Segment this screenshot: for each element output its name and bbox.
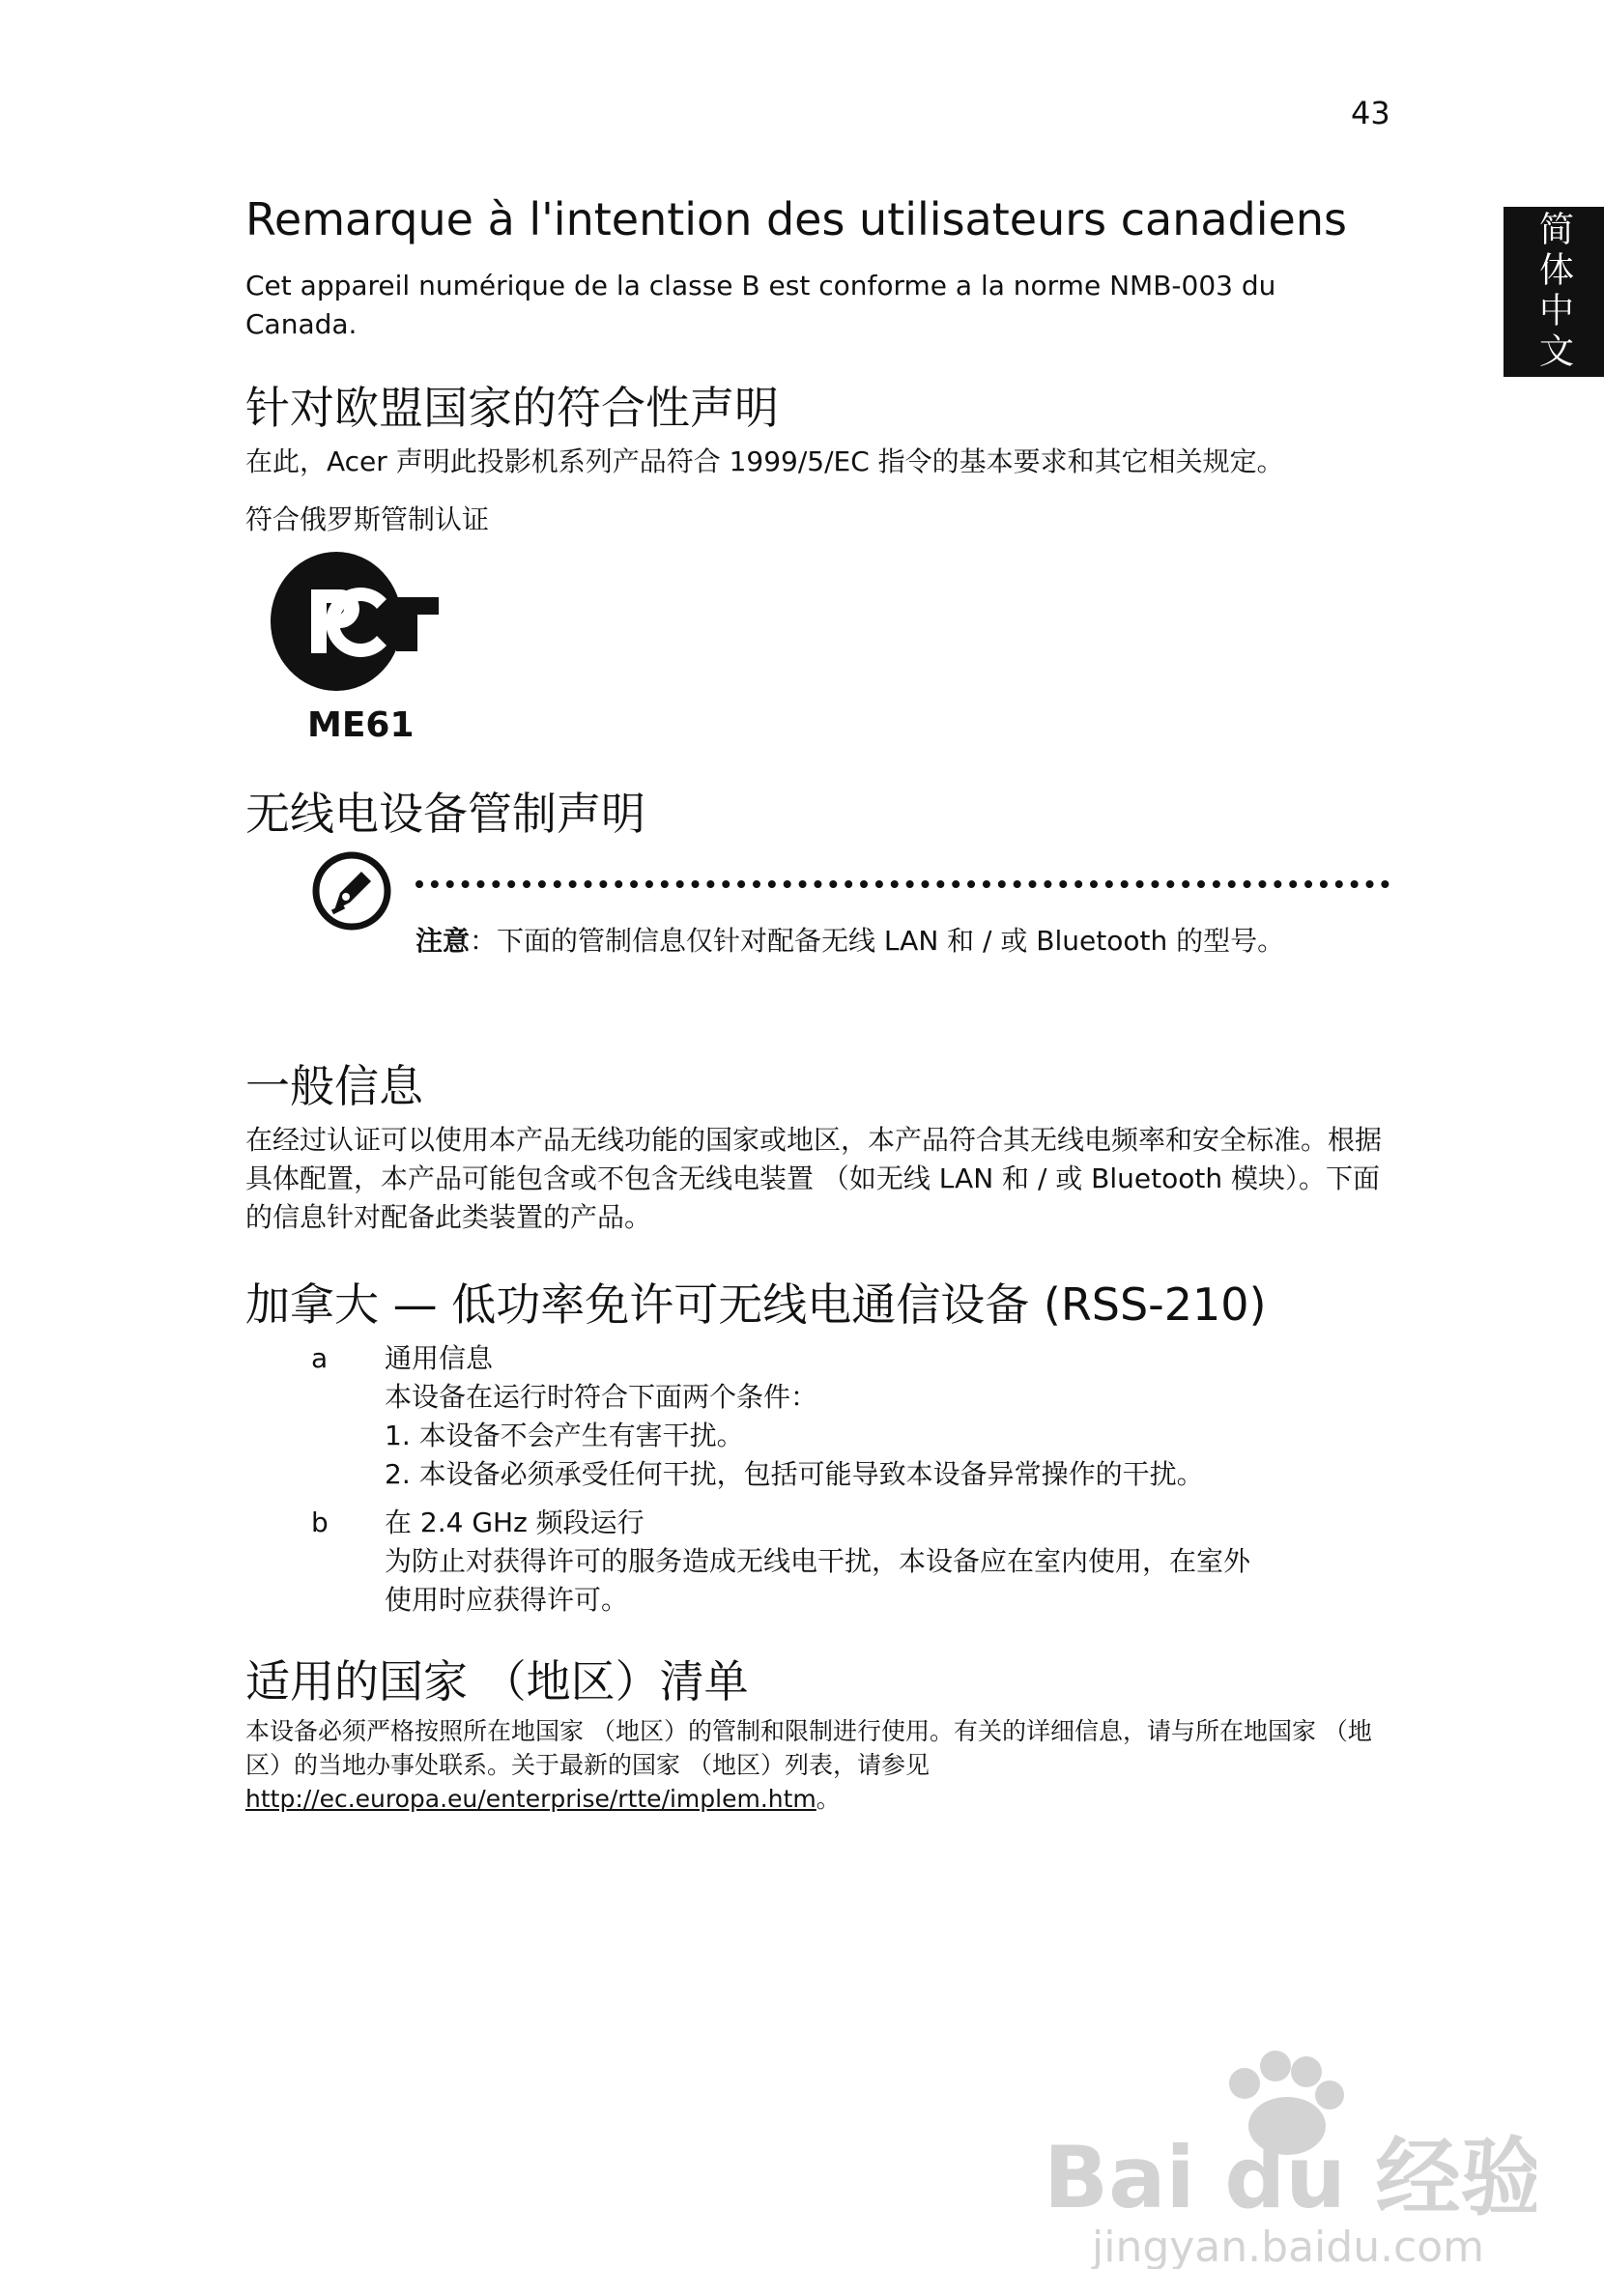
countries-heading: 适用的国家 （地区）清单 <box>245 1655 749 1708</box>
list-line: 2. 本设备必须承受任何干扰，包括可能导致本设备异常操作的干扰。 <box>385 1458 1204 1490</box>
countries-body-tail: 。 <box>816 1785 841 1813</box>
canada-fr-heading: Remarque à l'intention des utilisateurs canadiens <box>245 193 1347 245</box>
baidu-paw-icon <box>1034 2037 1536 2269</box>
watermark-url: jingyan.baidu.com <box>1092 2223 1485 2269</box>
page-number: 43 <box>1351 95 1390 131</box>
russia-cert-code: ME61 <box>307 705 415 745</box>
list-line: 通用信息 <box>385 1342 494 1374</box>
baidu-watermark <box>1034 2037 1536 2269</box>
general-heading: 一般信息 <box>245 1060 423 1112</box>
pct-certification-logo <box>269 549 441 694</box>
russia-label: 符合俄罗斯管制认证 <box>245 503 490 535</box>
list-marker: a <box>311 1342 329 1374</box>
note-divider <box>415 880 1389 888</box>
list-line: 本设备在运行时符合下面两个条件： <box>385 1381 818 1413</box>
eu-heading: 针对欧盟国家的符合性声明 <box>245 382 779 434</box>
countries-body <box>245 1714 1395 1816</box>
countries-body-text: 本设备必须严格按照所在地国家 （地区）的管制和限制进行使用。有关的详细信息，请与所在地国家 （地区）的当地办事处联系。关于最新的国家 （地区）列表，请参见 <box>245 1717 1372 1779</box>
canada-fr-body: Cet appareil numérique de la classe B est conforme a la norme NMB-003 du Canada. <box>245 270 1276 340</box>
list-item <box>311 1504 1393 1620</box>
eu-body: 在此，Acer 声明此投影机系列产品符合 1999/5/EC 指令的基本要求和其它相关规定。 <box>245 445 1284 477</box>
rss210-heading: 加拿大 — 低功率免许可无线电通信设备 (RSS-210) <box>245 1278 1267 1331</box>
note-label: 注意 <box>415 925 471 957</box>
general-body: 在经过认证可以使用本产品无线功能的国家或地区，本产品符合其无线电频率和安全标准。根据具体配置，本产品可能包含或不包含无线电装置 （如无线 LAN 和 / 或 Bluetooth 模块）。下面的信息针对配备此类装置的产品。 <box>245 1124 1383 1233</box>
note-text: ：下面的管制信息仅针对配备无线 LAN 和 / 或 Bluetooth 的型号。 <box>470 925 1285 957</box>
list-line: 使用时应获得许可。 <box>385 1584 629 1616</box>
watermark-brand: Bai du 经验 <box>1044 2128 1536 2227</box>
list-line: 为防止对获得许可的服务造成无线电干扰，本设备应在室内使用，在室外 <box>385 1545 1251 1577</box>
wireless-note <box>415 920 1343 962</box>
list-marker: b <box>311 1507 329 1538</box>
rss210-list <box>311 1339 1393 1629</box>
ec-europa-link[interactable]: http://ec.europa.eu/enterprise/rtte/implem.htm <box>245 1785 816 1813</box>
language-side-tab-label: 简体中文 <box>1533 211 1574 373</box>
list-line: 1. 本设备不会产生有害干扰。 <box>385 1420 744 1451</box>
note-pen-icon <box>311 850 392 932</box>
list-line: 在 2.4 GHz 频段运行 <box>385 1507 644 1538</box>
language-side-tab <box>1504 207 1604 377</box>
list-item <box>311 1339 1393 1494</box>
wireless-heading: 无线电设备管制声明 <box>245 788 645 840</box>
